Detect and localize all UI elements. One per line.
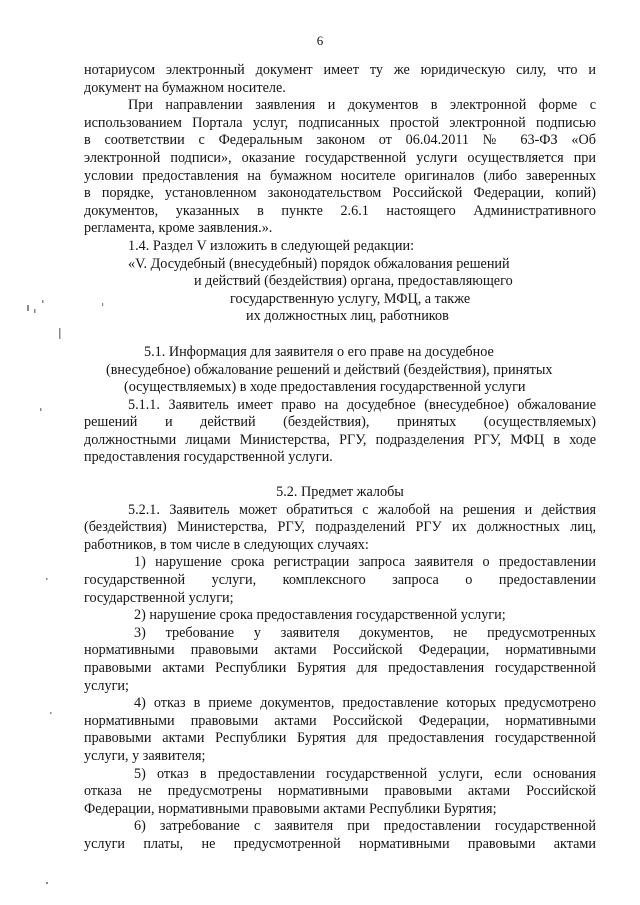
list-item-line: правовыми актами Республики Бурятия для предоставления государственной	[84, 660, 596, 676]
text-line: работников, в том числе в следующих случаях:	[84, 536, 369, 553]
text-line: документ на бумажном носителе.	[84, 79, 286, 96]
list-item-line: 6) затребование с заявителя при предоставлении государственной	[134, 818, 596, 835]
text-line: документов, указанных в пункте 2.6.1 настоящего Административного	[84, 202, 596, 219]
list-item-line: правовыми актами Республики Бурятия для предоставления государственной	[84, 730, 596, 747]
list-item-line: услуги, у заявителя;	[84, 747, 206, 764]
scan-speck	[34, 309, 36, 313]
chapter-heading-line: «V. Досудебный (внесудебный) порядок обжалования решений	[128, 255, 510, 272]
list-item-line: отказа не предусмотрены нормативными правовыми актами Российской	[84, 783, 596, 800]
scan-speck	[46, 578, 48, 580]
text-line: использованием Портала услуг, подписанных простой электронной подписью	[84, 114, 596, 131]
text-line: должностными лицами Министерства, РГУ, подразделения РГУ, МФЦ в ходе	[84, 431, 596, 448]
list-item-line: услуги платы, не предусмотренной нормативными правовыми актами	[84, 835, 596, 852]
text-line: предоставления государственной услуги.	[84, 449, 333, 466]
page-number: 6	[316, 33, 324, 48]
list-item-line: нормативными правовыми актами Российской Федерации, нормативными	[84, 642, 596, 659]
text-line: регламента, кроме заявления.».	[84, 220, 273, 237]
scan-speck	[27, 305, 29, 311]
list-item-line: 3) требование у заявителя документов, не предусмотренных	[134, 624, 596, 641]
list-item-line: 2) нарушение срока предоставления государственной услуги;	[134, 607, 506, 624]
list-item-line: 5) отказ в предоставлении государственной услуги, если основания	[134, 765, 596, 782]
section-5-1-title-line: (осуществляемых) в ходе предоставления государственной услуги	[124, 379, 526, 396]
list-item-line: 1) нарушение срока регистрации запроса заявителя о предоставлении	[134, 554, 596, 571]
scan-speck	[50, 712, 52, 714]
list-item-line: государственной услуги, комплексного запроса о предоставлении	[84, 572, 596, 589]
text-line: (бездействия) Министерства, РГУ, подразделений РГУ их должностных лиц,	[84, 519, 596, 536]
text-line: электронной подписи», оказание государственной услуги осуществляется при	[84, 149, 596, 166]
chapter-heading-line: государственную услугу, МФЦ, а также	[230, 290, 471, 307]
list-item-line: 4) отказ в приеме документов, предоставление которых предусмотрено	[134, 695, 596, 712]
chapter-heading-line: их должностных лиц, работников	[246, 308, 449, 325]
text-line: в порядке, установленном законодательством Российской Федерации, копий)	[84, 185, 596, 202]
scan-speck	[42, 300, 44, 303]
list-item-line: государственной услуги;	[84, 589, 234, 606]
text-line: решений и действий (бездействия), принятых (осуществляемых)	[84, 414, 596, 431]
text-line: При направлении заявления и документов в электронной форме с	[128, 97, 596, 114]
list-item-line: Федерации, нормативными правовыми актами Республики Бурятия;	[84, 800, 497, 817]
text-line: условии предоставления на бумажном носителе оригиналов (либо заверенных	[84, 167, 596, 184]
scan-speck	[46, 882, 48, 884]
section-5-1-title-line: 5.1. Информация для заявителя о его праве на досудебное	[144, 343, 494, 360]
list-item-line: услуги;	[84, 677, 129, 694]
text-line: в соответствии с Федеральным законом от 06.04.2011 № 63-ФЗ «Об	[84, 132, 596, 149]
scan-speck	[59, 328, 61, 339]
scan-speck	[40, 408, 42, 411]
list-item-line: нормативными правовыми актами Российской Федерации, нормативными	[84, 712, 596, 729]
section-5-1-title-line: (внесудебное) обжалование решений и действий (бездействия), принятых	[106, 361, 553, 378]
scan-speck	[102, 303, 103, 306]
item-1-4: 1.4. Раздел V изложить в следующей редакции:	[128, 237, 415, 254]
text-line: 5.2.1. Заявитель может обратиться с жалобой на решения и действия	[128, 501, 596, 518]
chapter-heading-line: и действий (бездействия) органа, предоставляющего	[194, 273, 513, 290]
text-line: нотариусом электронный документ имеет ту же юридическую силу, что и	[84, 62, 596, 78]
section-5-2-title: 5.2. Предмет жалобы	[276, 484, 404, 501]
text-line: 5.1.1. Заявитель имеет право на досудебное (внесудебное) обжалование	[128, 396, 596, 413]
